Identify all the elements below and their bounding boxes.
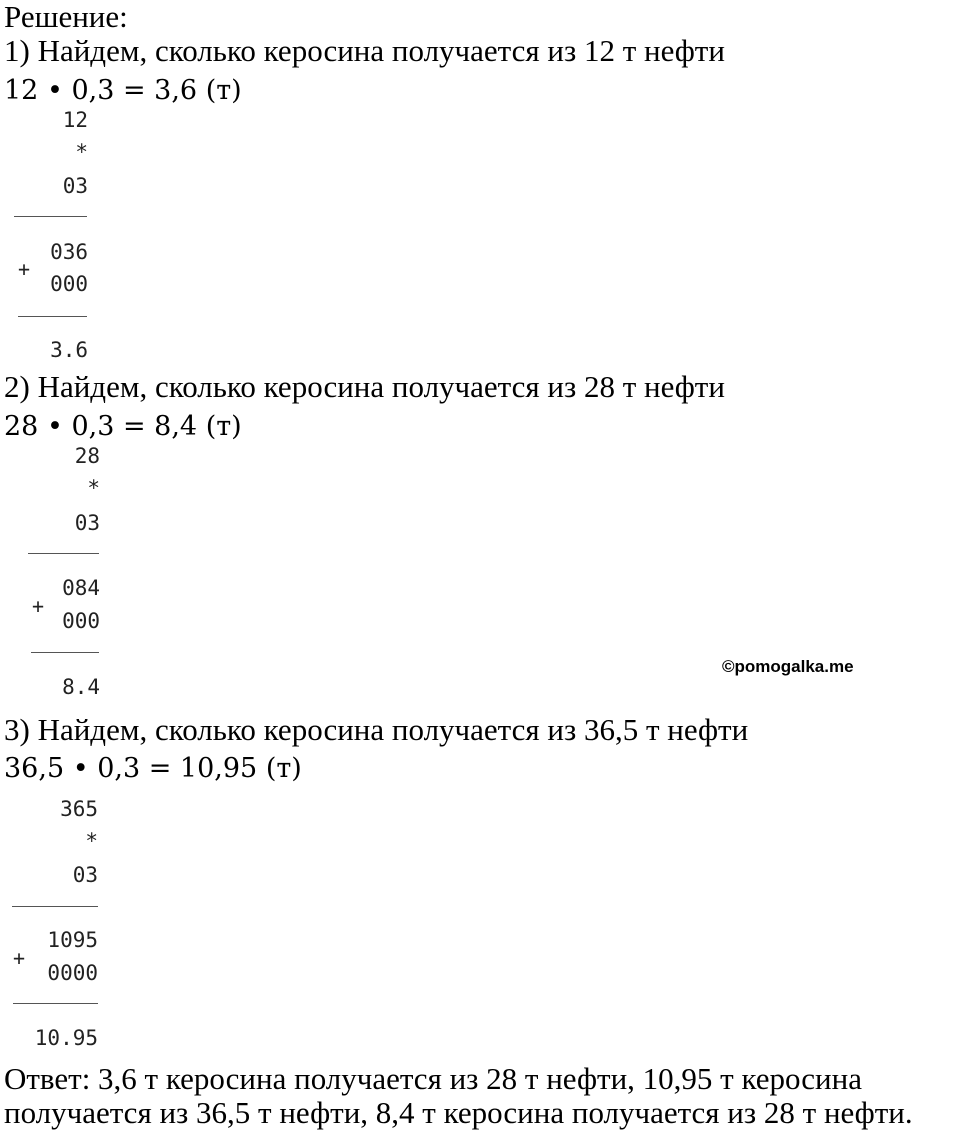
step-3-partial-1: 1095 xyxy=(47,928,98,952)
step-3-partial-2: 0000 xyxy=(47,961,98,985)
step-2-equation: 28 • 0,3 = 8,4 (т) xyxy=(4,411,242,442)
step-1-partial-2: 000 xyxy=(50,272,88,296)
step-1-rule-2 xyxy=(18,316,87,317)
step-2-partial-1: 084 xyxy=(62,576,100,600)
step-1-plus-sign: + xyxy=(18,257,31,281)
step-2-partial-2: 000 xyxy=(62,609,100,633)
answer-line-2: получается из 36,5 т нефти, 8,4 т керосина получается из 28 т нефти. xyxy=(4,1095,913,1130)
step-1-rule-1 xyxy=(14,216,87,217)
step-3-equation: 36,5 • 0,3 = 10,95 (т) xyxy=(4,753,302,784)
step-3-plus-sign: + xyxy=(13,946,26,970)
step-3-title: 3) Найдем, сколько керосина получается из 36,5 т нефти xyxy=(4,712,749,747)
step-2-rule-2 xyxy=(31,652,99,653)
watermark-text: ©pomogalka.me xyxy=(722,657,854,676)
step-2-title: 2) Найдем, сколько керосина получается из 28 т нефти xyxy=(4,369,725,404)
step-2-multiplicand: 28 xyxy=(74,444,100,468)
step-1-result: 3.6 xyxy=(50,338,88,362)
step-2-multiplier: 03 xyxy=(74,511,100,535)
solution-heading: Решение: xyxy=(4,0,128,34)
step-1-partial-1: 036 xyxy=(50,240,88,264)
step-2-rule-1 xyxy=(28,553,99,554)
step-2-operator: * xyxy=(87,476,100,500)
answer-line-1: Ответ: 3,6 т керосина получается из 28 т нефти, 10,95 т керосина xyxy=(4,1061,862,1096)
step-2-plus-sign: + xyxy=(32,594,45,618)
step-1-title: 1) Найдем, сколько керосина получается из 12 т нефти xyxy=(4,33,725,68)
step-3-result: 10.95 xyxy=(34,1026,98,1050)
step-3-multiplier: 03 xyxy=(72,863,98,887)
step-3-rule-1 xyxy=(12,906,98,907)
step-3-rule-2 xyxy=(13,1003,98,1004)
step-3-operator: * xyxy=(85,829,98,853)
step-3-multiplicand: 365 xyxy=(60,797,98,821)
step-1-operator: * xyxy=(75,140,88,164)
step-1-equation: 12 • 0,3 = 3,6 (т) xyxy=(4,75,242,106)
step-1-multiplicand: 12 xyxy=(62,108,88,132)
step-1-multiplier: 03 xyxy=(62,174,88,198)
step-2-result: 8.4 xyxy=(62,675,100,699)
